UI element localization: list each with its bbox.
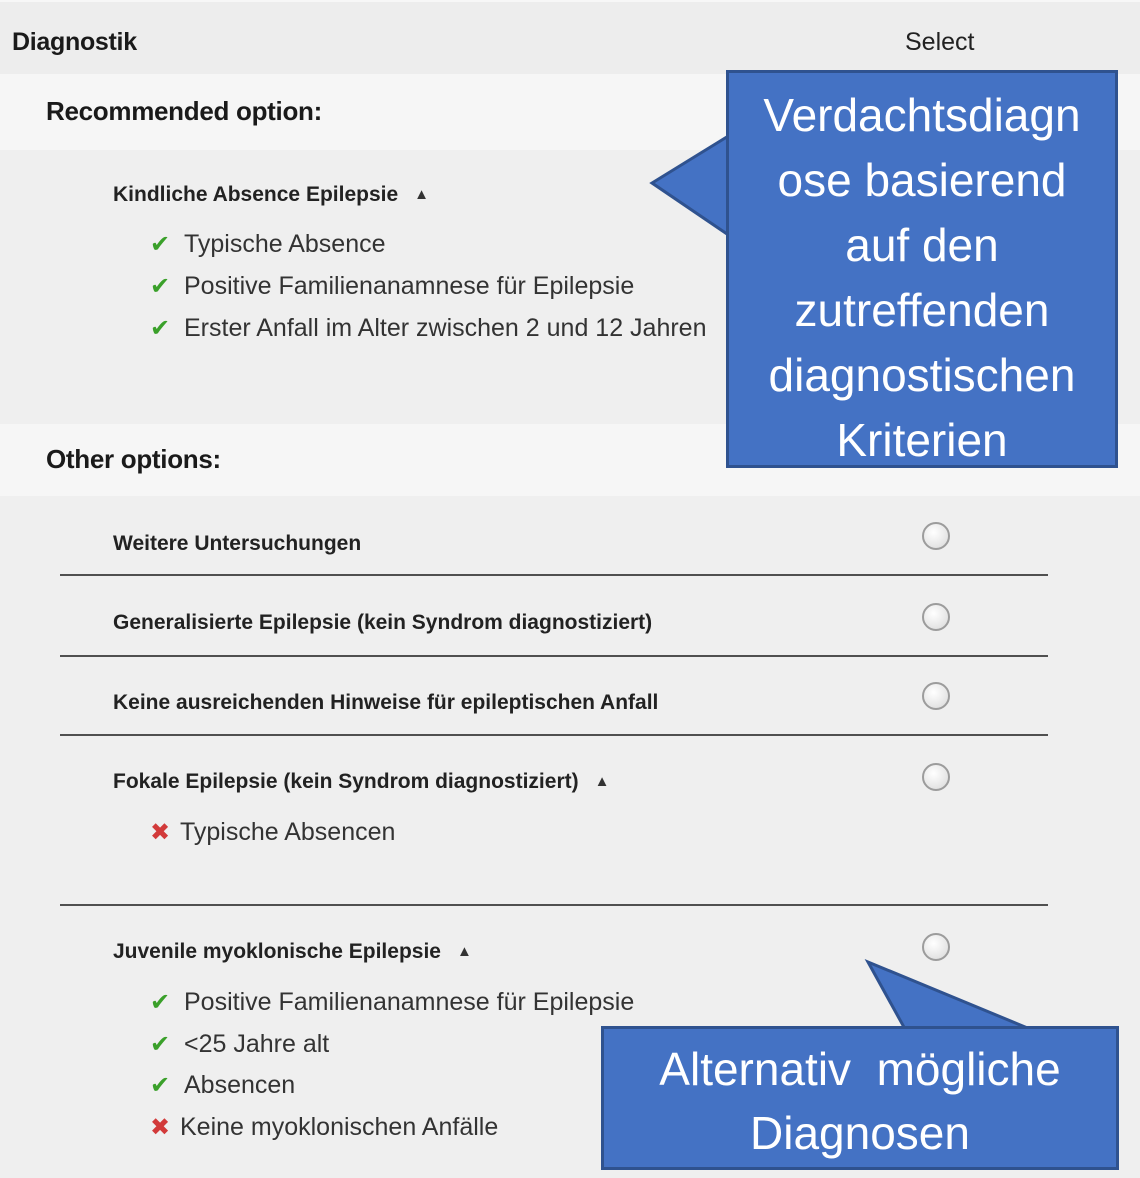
- check-icon: ✔: [150, 1031, 171, 1058]
- top-callout-pointer: [652, 135, 730, 236]
- option-title-text: Fokale Epilepsie (kein Syndrom diagnostiziert): [113, 770, 579, 793]
- check-icon: ✔: [150, 273, 171, 300]
- criterion-item: ✔ Positive Familienanamnese für Epilepsie: [150, 272, 635, 300]
- check-icon: ✔: [150, 989, 171, 1016]
- other-option-title[interactable]: Keine ausreichenden Hinweise für epileptischen Anfall: [113, 691, 659, 714]
- criterion-item: ✖ Typische Absencen: [150, 818, 396, 846]
- chevron-up-icon[interactable]: ▲: [456, 943, 472, 960]
- check-icon: ✔: [150, 1072, 171, 1099]
- criterion-item: ✔ Positive Familienanamnese für Epilepsie: [150, 988, 635, 1016]
- bottom-callout-pointer: [868, 962, 1030, 1029]
- annotation-callout-suspected-diagnosis: Verdachtsdiagn ose basierend auf den zutreffenden diagnostischen Kriterien: [726, 70, 1118, 468]
- check-icon: ✔: [150, 231, 171, 258]
- option-title-text: Kindliche Absence Epilepsie: [113, 183, 399, 206]
- option-title-text: Juvenile myoklonische Epilepsie: [113, 940, 441, 963]
- recommended-label: Recommended option:: [46, 96, 322, 126]
- criterion-item: ✖ Keine myoklonischen Anfälle: [150, 1113, 499, 1141]
- chevron-up-icon[interactable]: ▲: [594, 773, 610, 790]
- cross-icon: ✖: [150, 819, 171, 846]
- select-column-header: Select: [905, 28, 975, 56]
- panel-title: Diagnostik: [12, 28, 137, 56]
- chevron-up-icon[interactable]: ▲: [414, 186, 429, 203]
- criterion-item: ✔ Typische Absence: [150, 230, 386, 258]
- criterion-item: ✔ Erster Anfall im Alter zwischen 2 und 12 Jahren: [150, 314, 707, 342]
- other-options-label: Other options:: [46, 444, 221, 474]
- cross-icon: ✖: [150, 1114, 171, 1141]
- criterion-item: ✔ Absencen: [150, 1071, 296, 1099]
- criterion-item: ✔ <25 Jahre alt: [150, 1030, 330, 1058]
- annotation-callout-alternative-diagnoses: Alternativ mögliche Diagnosen: [601, 1026, 1119, 1170]
- other-option-title[interactable]: Generalisierte Epilepsie (kein Syndrom diagnostiziert): [113, 611, 653, 634]
- other-option-title[interactable]: Weitere Untersuchungen: [113, 532, 362, 555]
- check-icon: ✔: [150, 315, 171, 342]
